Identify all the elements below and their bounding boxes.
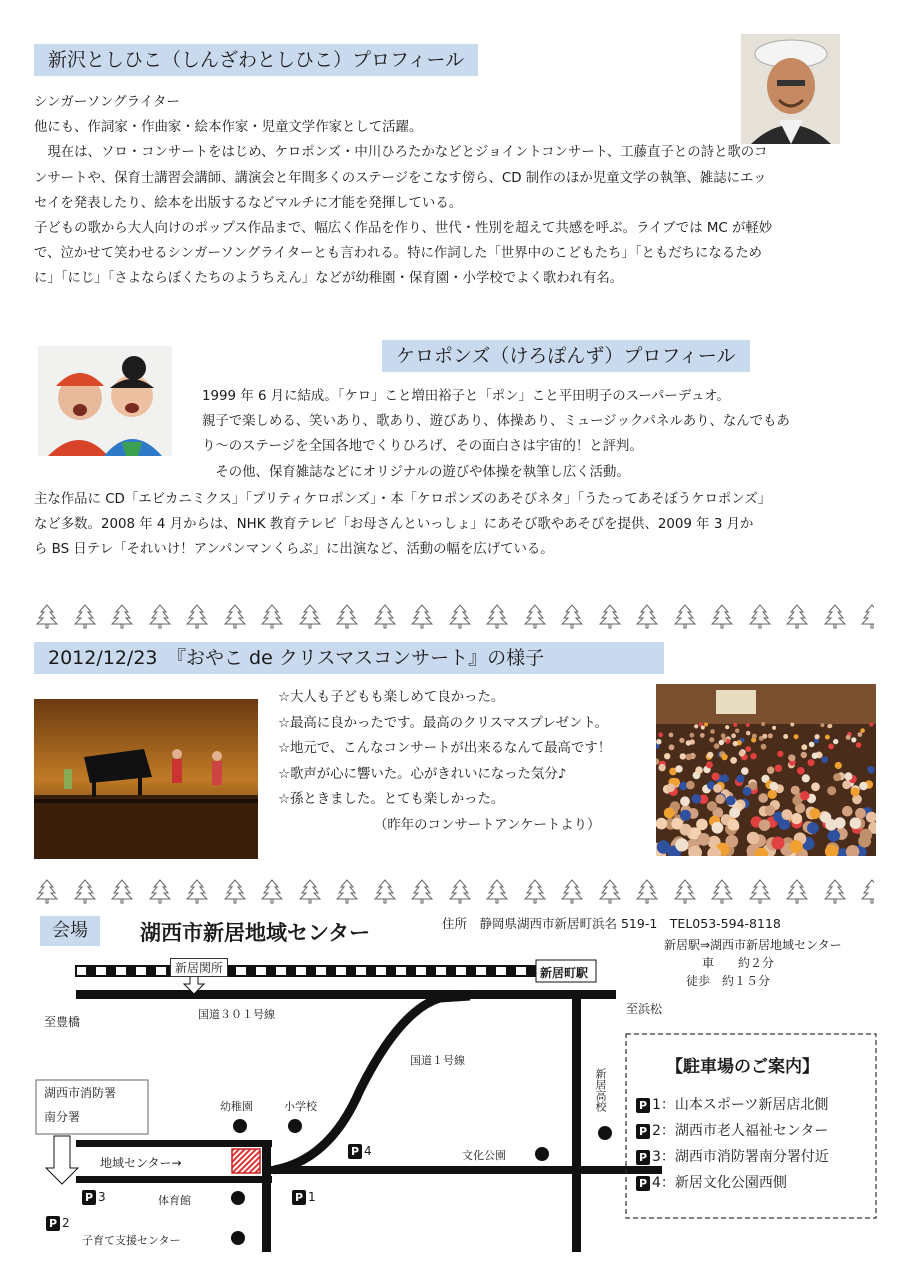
keropons-photo [38,346,172,456]
gym-dot [231,1191,245,1205]
concert-stage-photo [34,699,258,859]
keropons-line: り～のステージを全国各地でくりひろげ、その面白さは宇宙的！と評判。 [202,439,643,455]
tree-icon [334,878,360,904]
tree-icon [784,878,810,904]
venue-address: 住所 静岡県湖西市新居町浜名 519-1 TEL053-594-8118 [442,916,781,931]
keropons-line: 親子で楽しめる、笑いあり、歌あり、遊びあり、体操あり、ミュージックパネルあり、なんでもあ [202,414,790,430]
route1-label: 国道１号線 [410,1054,465,1067]
road-south [262,1166,662,1174]
tree-icon [409,878,435,904]
tree-icon [222,878,248,904]
tree-icon [822,878,848,904]
keropons-profile-right [202,384,882,485]
road-center-west [76,1140,272,1147]
tree-icon [559,878,585,904]
parking-p-icon: P [636,1098,650,1113]
tree-divider [34,878,874,904]
venue-name: 湖西市新居地域センター [140,921,371,945]
access-title: 新居駅⇒湖西市新居地域センター [664,938,842,952]
shinzawa-line: 子どもの歌から大人向けのポップス作品まで、幅広く作品を作り、世代・性別を超えて共感を呼ぶ。ライブでは MC が軽妙 [34,221,773,237]
parking-p-icon: P [636,1150,650,1165]
shinzawa-line: 他にも、作詞家・作曲家・絵本作家・児童文学作家として活躍。 [34,120,423,136]
concert-comments [278,685,668,838]
station-label: 新居町駅 [540,966,589,980]
tree-icon [184,878,210,904]
tree-icon [447,878,473,904]
concert-comment: ☆地元で、こんなコンサートが出来るなんて最高です！ [278,741,612,756]
parking-list [636,1092,829,1196]
to-toyohashi-label: 至豊橋 [44,1015,81,1029]
high-school-label: 新居高校 [594,1068,607,1112]
tree-icon [484,878,510,904]
elementary-label: 小学校 [284,1100,317,1113]
childcare-dot [231,1231,245,1245]
keropons-profile-body [34,487,884,563]
shinzawa-line: シンガーソングライター [34,95,180,110]
culture-park-label: 文化公園 [462,1149,506,1162]
tree-icon [334,603,360,629]
tree-icon [372,603,398,629]
concert-comment: ☆孫ときました。とても楽しかった。 [278,792,505,807]
elementary-dot [288,1119,302,1133]
tree-icon [297,878,323,904]
parking-p-icon: P [46,1216,60,1231]
venue-marker [232,1149,260,1173]
tree-icon [297,603,323,629]
high-school-dot [598,1126,612,1140]
shinzawa-line: で、泣かせて笑わせるシンガーソングライターとも言われる。特に作詞した「世界中のこどもたち」「ともだちになるため [34,246,762,262]
keropons-line: 主な作品に CD「エビカニミクス」「プリティケロポンズ」・本「ケロポンズのあそびネタ」「うたってあそぼうケロポンズ」 [34,492,772,507]
tree-icon [859,603,874,629]
to-hamamatsu-label: 至浜松 [626,1002,663,1016]
keropons-line: など多数。2008 年 4 月からは、NHK 教育テレビ「お母さんといっしょ」にあそび歌やあそびを提供、2009 年 3 月か [34,517,754,533]
tree-icon [372,878,398,904]
tree-icon [259,878,285,904]
parking-p-icon: P [292,1190,306,1205]
concert-comment: ☆歌声が心に響いた。心がきれいになった気分♪ [278,766,567,782]
concert-audience-photo [656,684,876,856]
sekisho-label: 新居関所 [170,958,228,977]
parking-marker-p2: P 2 [46,1216,70,1231]
shinzawa-line: 現在は、ソロ・コンサートをはじめ、ケロポンズ・中川ひろたかなどとジョイントコンサート、工藤直子との詩と歌のコ [34,145,768,161]
shinzawa-line: セイを発表したり、絵本を出版するなどマルチに才能を発揮している。 [34,195,463,211]
kindergarten-label: 幼稚園 [220,1100,253,1113]
tree-icon [34,603,60,629]
keropons-line: ら BS 日テレ「それいけ！アンパンマンくらぶ」に出演など、活動の幅を広げている。 [34,542,554,558]
tree-icon [109,603,135,629]
road-south-west [76,1176,272,1183]
tree-icon [859,878,874,904]
parking-item: P 3：湖西市消防署南分署付近 [636,1144,829,1170]
tree-icon [597,603,623,629]
shinzawa-line: に」「にじ」「さよならぼくたちのようちえん」などが幼稚園・保育園・小学校でよく歌われ有名。 [34,271,624,287]
tree-icon [747,603,773,629]
tree-icon [522,878,548,904]
route-1-road [274,996,470,1170]
tree-icon [409,603,435,629]
route-301-road [76,990,616,999]
keropons-line: 1999 年 6 月に結成。「ケロ」こと増田裕子と「ポン」こと平田明子のスーパーデュオ。 [202,389,730,404]
parking-p-icon: P [82,1190,96,1205]
fire-station-arrow [46,1136,78,1184]
venue-label: 会場 [40,916,100,946]
fire-station-label-2: 南分署 [44,1110,81,1124]
tree-icon [222,603,248,629]
parking-marker-p4: P 4 [348,1144,372,1159]
childcare-label: 子育て支援センター [82,1234,181,1247]
tree-icon [72,878,98,904]
tree-icon [634,878,660,904]
tree-icon [672,878,698,904]
tree-icon [259,603,285,629]
center-label: 地域センター→ [100,1156,182,1170]
tree-icon [709,878,735,904]
concert-title: 2012/12/23 『おやこ de クリスマスコンサート』の様子 [34,642,664,674]
tree-icon [709,603,735,629]
concert-comment: ☆最高に良かったです。最高のクリスマスプレゼント。 [278,715,609,731]
route301-label: 国道３０１号線 [198,1008,275,1021]
tree-icon [34,878,60,904]
parking-item: P 4：新居文化公園西側 [636,1170,829,1196]
shinzawa-profile-body [34,90,874,292]
parking-title: 【駐車場のご案内】 [666,1057,819,1077]
access-car: 車 約２分 [702,956,775,970]
parking-p-icon: P [348,1144,362,1159]
tree-icon [784,603,810,629]
tree-icon [747,878,773,904]
tree-icon [447,603,473,629]
vertical-road-center [262,1140,271,1252]
culture-park-dot [535,1147,549,1161]
tree-icon [184,603,210,629]
parking-p-icon: P [636,1124,650,1139]
parking-marker-p1: P 1 [292,1190,316,1205]
parking-marker-p3: P 3 [82,1190,106,1205]
parking-p-icon: P [636,1176,650,1191]
tree-icon [634,603,660,629]
concert-source: （昨年のコンサートアンケートより） [374,817,601,833]
shinzawa-line: ンサートや、保育士講習会講師、講演会と年間多くのステージをこなす傍ら、CD 制作のほか児童文学の執筆、雑誌にエッ [34,170,767,186]
parking-item: P 1：山本スポーツ新居店北側 [636,1092,829,1118]
tree-icon [559,603,585,629]
tree-icon [522,603,548,629]
vertical-road-east [572,990,581,1252]
tree-icon [484,603,510,629]
keropons-profile-title: ケロポンズ（けろぽんず）プロフィール [382,340,750,372]
concert-comment: ☆大人も子どもも楽しめて良かった。 [278,690,505,705]
access-walk: 徒歩 約１５分 [686,974,771,988]
tree-icon [147,878,173,904]
tree-icon [147,603,173,629]
tree-icon [822,603,848,629]
gym-label: 体育館 [158,1194,191,1207]
tree-icon [597,878,623,904]
fire-station-label-1: 湖西市消防署 [44,1086,117,1100]
shinzawa-profile-title: 新沢としひこ（しんざわとしひこ）プロフィール [34,44,478,76]
keropons-line: その他、保育雑誌などにオリジナルの遊びや体操を執筆し広く活動。 [202,464,630,480]
tree-divider [34,603,874,629]
parking-item: P 2：湖西市老人福祉センター [636,1118,829,1144]
tree-icon [109,878,135,904]
kindergarten-dot [233,1119,247,1133]
tree-icon [72,603,98,629]
tree-icon [672,603,698,629]
